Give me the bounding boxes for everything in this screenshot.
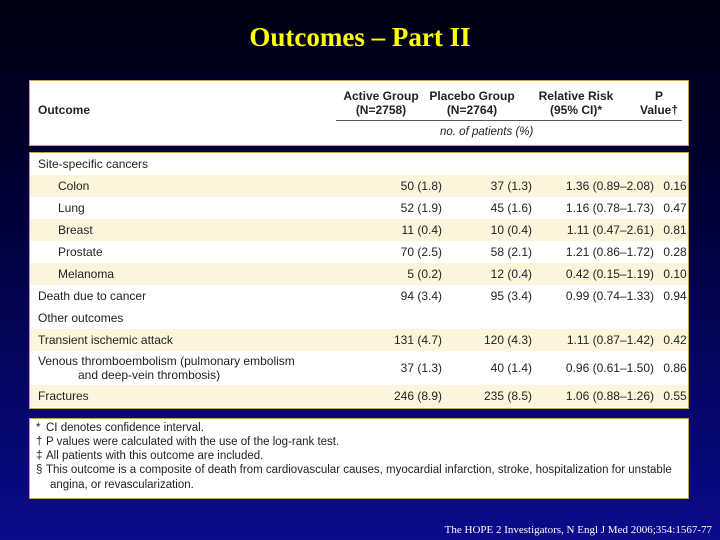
row-relative-risk: 0.42 (0.15–1.19)	[544, 263, 662, 285]
row-placebo-value: 45 (1.6)	[490, 201, 532, 215]
table-row	[30, 219, 688, 241]
row-active-value: 11 (0.4)	[358, 219, 452, 241]
row-outcome-label: Transient ischemic attack	[30, 329, 358, 351]
header-active-group	[336, 89, 426, 117]
row-active-value: 50 (1.8)	[358, 175, 452, 197]
row-p-value: 0.94	[663, 289, 687, 303]
outcomes-table	[30, 153, 688, 407]
row-outcome-label: Death due to cancer	[38, 289, 147, 303]
table-body-panel	[29, 152, 689, 409]
footnote-3	[36, 450, 263, 463]
table-row	[30, 241, 688, 263]
row-outcome-label: Lung	[58, 201, 85, 215]
row-active-value: 37 (1.3)	[400, 361, 442, 375]
table-row	[30, 263, 688, 285]
row-active-value: 70 (2.5)	[400, 245, 442, 259]
header-outcome: Outcome	[38, 103, 91, 117]
row-p-value	[662, 153, 688, 175]
header-active-line2: (N=2758)	[355, 103, 407, 117]
row-placebo-value	[452, 307, 544, 329]
footnotes-panel	[29, 418, 689, 499]
table-row	[30, 351, 688, 385]
row-relative-risk: 1.06 (0.88–1.26)	[544, 385, 662, 407]
row-relative-risk: 1.11 (0.47–2.61)	[544, 219, 662, 241]
row-active-value: 52 (1.9)	[400, 201, 442, 215]
row-p-value: 0.10	[662, 263, 688, 285]
row-p-value: 0.81	[662, 219, 688, 241]
row-p-value: 0.42	[662, 329, 688, 351]
footnote-4-continued: angina, or revascularization.	[50, 479, 194, 491]
row-outcome-label-line2: and deep-vein thrombosis)	[78, 368, 221, 382]
header-rr-line1: Relative Risk	[538, 89, 614, 103]
header-relative-risk	[526, 89, 626, 117]
table-row	[30, 329, 688, 351]
footnote-2	[36, 436, 339, 449]
table-row	[30, 153, 688, 175]
row-placebo-value: 10 (0.4)	[452, 219, 544, 241]
row-placebo-value: 40 (1.4)	[490, 361, 532, 375]
footnote-2-text: P values were calculated with the use of the log-rank test.	[46, 436, 340, 448]
header-placebo-line1: Placebo Group	[429, 89, 515, 103]
header-active-line1: Active Group	[343, 89, 419, 103]
row-outcome-label: Prostate	[58, 245, 103, 259]
footnote-1-text: CI denotes confidence interval.	[46, 422, 204, 434]
row-outcome-label: Site-specific cancers	[38, 157, 149, 171]
row-placebo-value: 120 (4.3)	[452, 329, 544, 351]
header-units: no. of patients (%)	[440, 126, 534, 138]
row-active-value: 5 (0.2)	[358, 263, 452, 285]
row-outcome-label: Melanoma	[30, 263, 358, 285]
header-placebo-group	[426, 89, 518, 117]
row-p-value	[662, 307, 688, 329]
row-active-value: 94 (3.4)	[400, 289, 442, 303]
row-relative-risk	[544, 307, 662, 329]
row-active-value	[358, 307, 452, 329]
row-outcome-label: Colon	[30, 175, 358, 197]
row-relative-risk	[544, 153, 662, 175]
table-row	[30, 285, 688, 307]
header-p-line2: Value†	[639, 103, 679, 117]
row-placebo-value: 235 (8.5)	[452, 385, 544, 407]
row-outcome-label: Other outcomes	[38, 311, 124, 325]
row-placebo-value: 58 (2.1)	[490, 245, 532, 259]
row-placebo-value	[452, 153, 544, 175]
row-relative-risk: 0.96 (0.61–1.50)	[565, 361, 654, 375]
header-rr-line2: (95% CI)*	[549, 103, 602, 117]
header-divider	[336, 120, 682, 121]
row-placebo-value: 12 (0.4)	[452, 263, 544, 285]
row-relative-risk: 1.21 (0.86–1.72)	[565, 245, 654, 259]
row-outcome-label: Fractures	[30, 385, 358, 407]
row-outcome-label-line1: Venous thromboembolism (pulmonary embolism	[38, 354, 295, 368]
footnote-4-text: This outcome is a composite of death from cardiovascular causes, myocardial infarction, stroke, hospitalization for unstable	[46, 464, 672, 476]
table-row	[30, 307, 688, 329]
row-relative-risk: 0.99 (0.74–1.33)	[565, 289, 654, 303]
footnote-2-symbol: †	[36, 436, 43, 448]
header-p-line1: P	[654, 89, 663, 103]
row-outcome-label	[30, 351, 358, 385]
row-p-value: 0.86	[663, 361, 687, 375]
row-relative-risk: 1.36 (0.89–2.08)	[544, 175, 662, 197]
row-p-value: 0.55	[662, 385, 688, 407]
row-active-value: 246 (8.9)	[358, 385, 452, 407]
row-p-value: 0.47	[663, 201, 687, 215]
row-p-value: 0.16	[662, 175, 688, 197]
footnote-1-symbol: *	[36, 422, 41, 434]
table-row	[30, 175, 688, 197]
slide-title: Outcomes – Part II	[249, 22, 471, 52]
row-active-value	[358, 153, 452, 175]
row-placebo-value: 37 (1.3)	[452, 175, 544, 197]
row-relative-risk: 1.16 (0.78–1.73)	[565, 201, 654, 215]
row-outcome-label: Breast	[30, 219, 358, 241]
row-placebo-value: 95 (3.4)	[490, 289, 532, 303]
footnote-3-text: All patients with this outcome are included.	[46, 450, 264, 462]
footnote-3-symbol: ‡	[36, 450, 43, 462]
row-active-value: 131 (4.7)	[358, 329, 452, 351]
table-row	[30, 197, 688, 219]
table-header-panel	[29, 80, 689, 146]
header-p-value	[634, 89, 684, 117]
row-p-value: 0.28	[663, 245, 687, 259]
row-relative-risk: 1.11 (0.87–1.42)	[544, 329, 662, 351]
table-row	[30, 385, 688, 407]
footnote-4	[36, 464, 684, 477]
footnote-4-symbol: §	[36, 464, 43, 476]
footnote-1	[36, 422, 204, 435]
citation: The HOPE 2 Investigators, N Engl J Med 2006;354:1567-77	[444, 524, 712, 536]
header-placebo-line2: (N=2764)	[446, 103, 498, 117]
